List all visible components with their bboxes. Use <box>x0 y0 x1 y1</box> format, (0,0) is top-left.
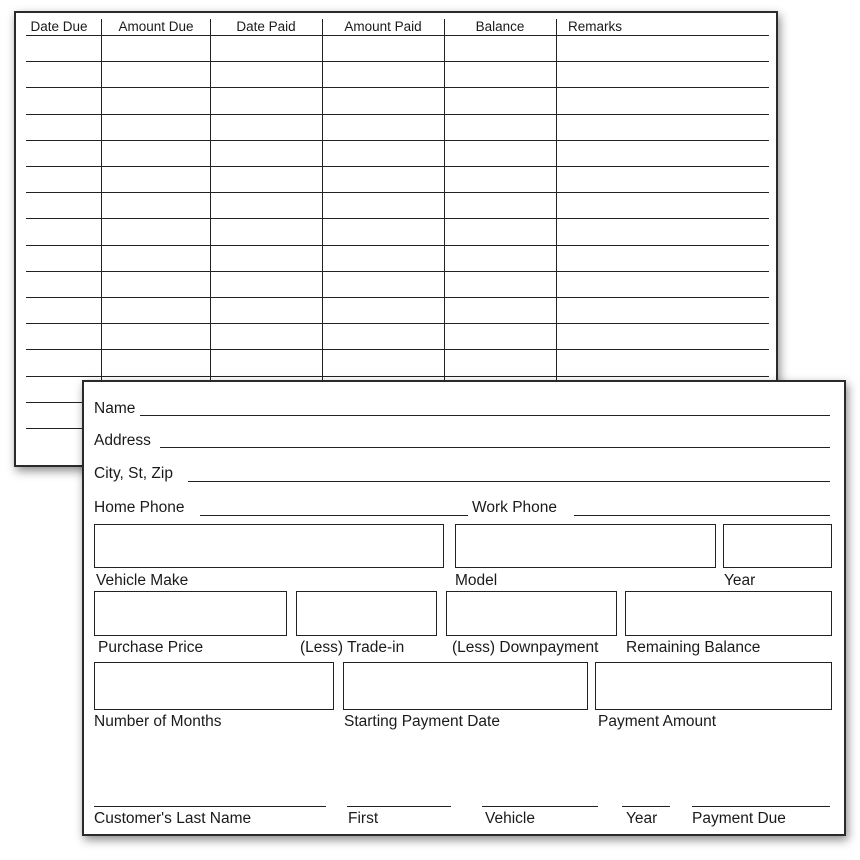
ledger-row-line <box>26 218 769 219</box>
ledger-row-line <box>26 192 769 193</box>
remaining-balance-box[interactable] <box>625 591 832 636</box>
first-name-label: First <box>348 810 379 827</box>
ledger-row-line <box>26 114 769 115</box>
work-phone-label: Work Phone <box>472 499 558 516</box>
payment-due-field-line[interactable] <box>692 806 830 807</box>
last-name-field-line[interactable] <box>94 806 326 807</box>
year-box[interactable] <box>723 524 832 568</box>
ledger-row-line <box>26 271 769 272</box>
vehicle-field-line[interactable] <box>482 806 598 807</box>
starting-payment-date-box[interactable] <box>343 662 588 710</box>
column-header-balance: Balance <box>475 19 525 34</box>
downpayment-label: (Less) Downpayment <box>452 639 599 656</box>
vehicle-make-label: Vehicle Make <box>96 572 189 589</box>
number-of-months-box[interactable] <box>94 662 334 710</box>
downpayment-box[interactable] <box>446 591 617 636</box>
model-box[interactable] <box>455 524 716 568</box>
number-of-months-label: Number of Months <box>94 713 222 730</box>
home-phone-field-line[interactable] <box>200 515 468 516</box>
column-header-amount-due: Amount Due <box>118 19 194 34</box>
vehicle-make-box[interactable] <box>94 524 444 568</box>
city-state-zip-label: City, St, Zip <box>94 465 173 482</box>
ledger-header-row <box>16 13 778 37</box>
last-name-label: Customer's Last Name <box>94 810 252 827</box>
column-header-date-due: Date Due <box>30 19 88 34</box>
starting-payment-date-label: Starting Payment Date <box>344 713 500 730</box>
ledger-row-line <box>26 61 769 62</box>
footer-year-label: Year <box>626 810 658 827</box>
ledger-row-line <box>26 297 769 298</box>
trade-in-box[interactable] <box>296 591 437 636</box>
footer-year-field-line[interactable] <box>622 806 670 807</box>
payment-amount-box[interactable] <box>595 662 832 710</box>
ledger-row-line <box>26 166 769 167</box>
ledger-row-line <box>26 323 769 324</box>
model-label: Model <box>455 572 498 589</box>
column-header-remarks: Remarks <box>568 19 623 34</box>
work-phone-field-line[interactable] <box>574 515 830 516</box>
vehicle-label: Vehicle <box>485 810 535 827</box>
purchase-price-label: Purchase Price <box>98 639 204 656</box>
city-state-zip-field-line[interactable] <box>188 481 830 482</box>
address-label: Address <box>94 432 151 449</box>
customer-form-card <box>82 380 846 836</box>
ledger-row-line <box>26 376 769 377</box>
ledger-row-line <box>26 140 769 141</box>
remaining-balance-label: Remaining Balance <box>626 639 761 656</box>
payment-due-label: Payment Due <box>692 810 786 827</box>
ledger-row-line <box>26 87 769 88</box>
purchase-price-box[interactable] <box>94 591 287 636</box>
address-field-line[interactable] <box>160 447 830 448</box>
payment-amount-label: Payment Amount <box>598 713 717 730</box>
column-header-date-paid: Date Paid <box>236 19 296 34</box>
name-field-line[interactable] <box>140 415 830 416</box>
trade-in-label: (Less) Trade-in <box>300 639 405 656</box>
first-name-field-line[interactable] <box>347 806 451 807</box>
home-phone-label: Home Phone <box>94 499 185 516</box>
ledger-row-line <box>26 349 769 350</box>
ledger-row-line <box>26 35 769 36</box>
year-label: Year <box>724 572 756 589</box>
ledger-row-line <box>26 245 769 246</box>
name-label: Name <box>94 400 136 417</box>
column-header-amount-paid: Amount Paid <box>344 19 422 34</box>
